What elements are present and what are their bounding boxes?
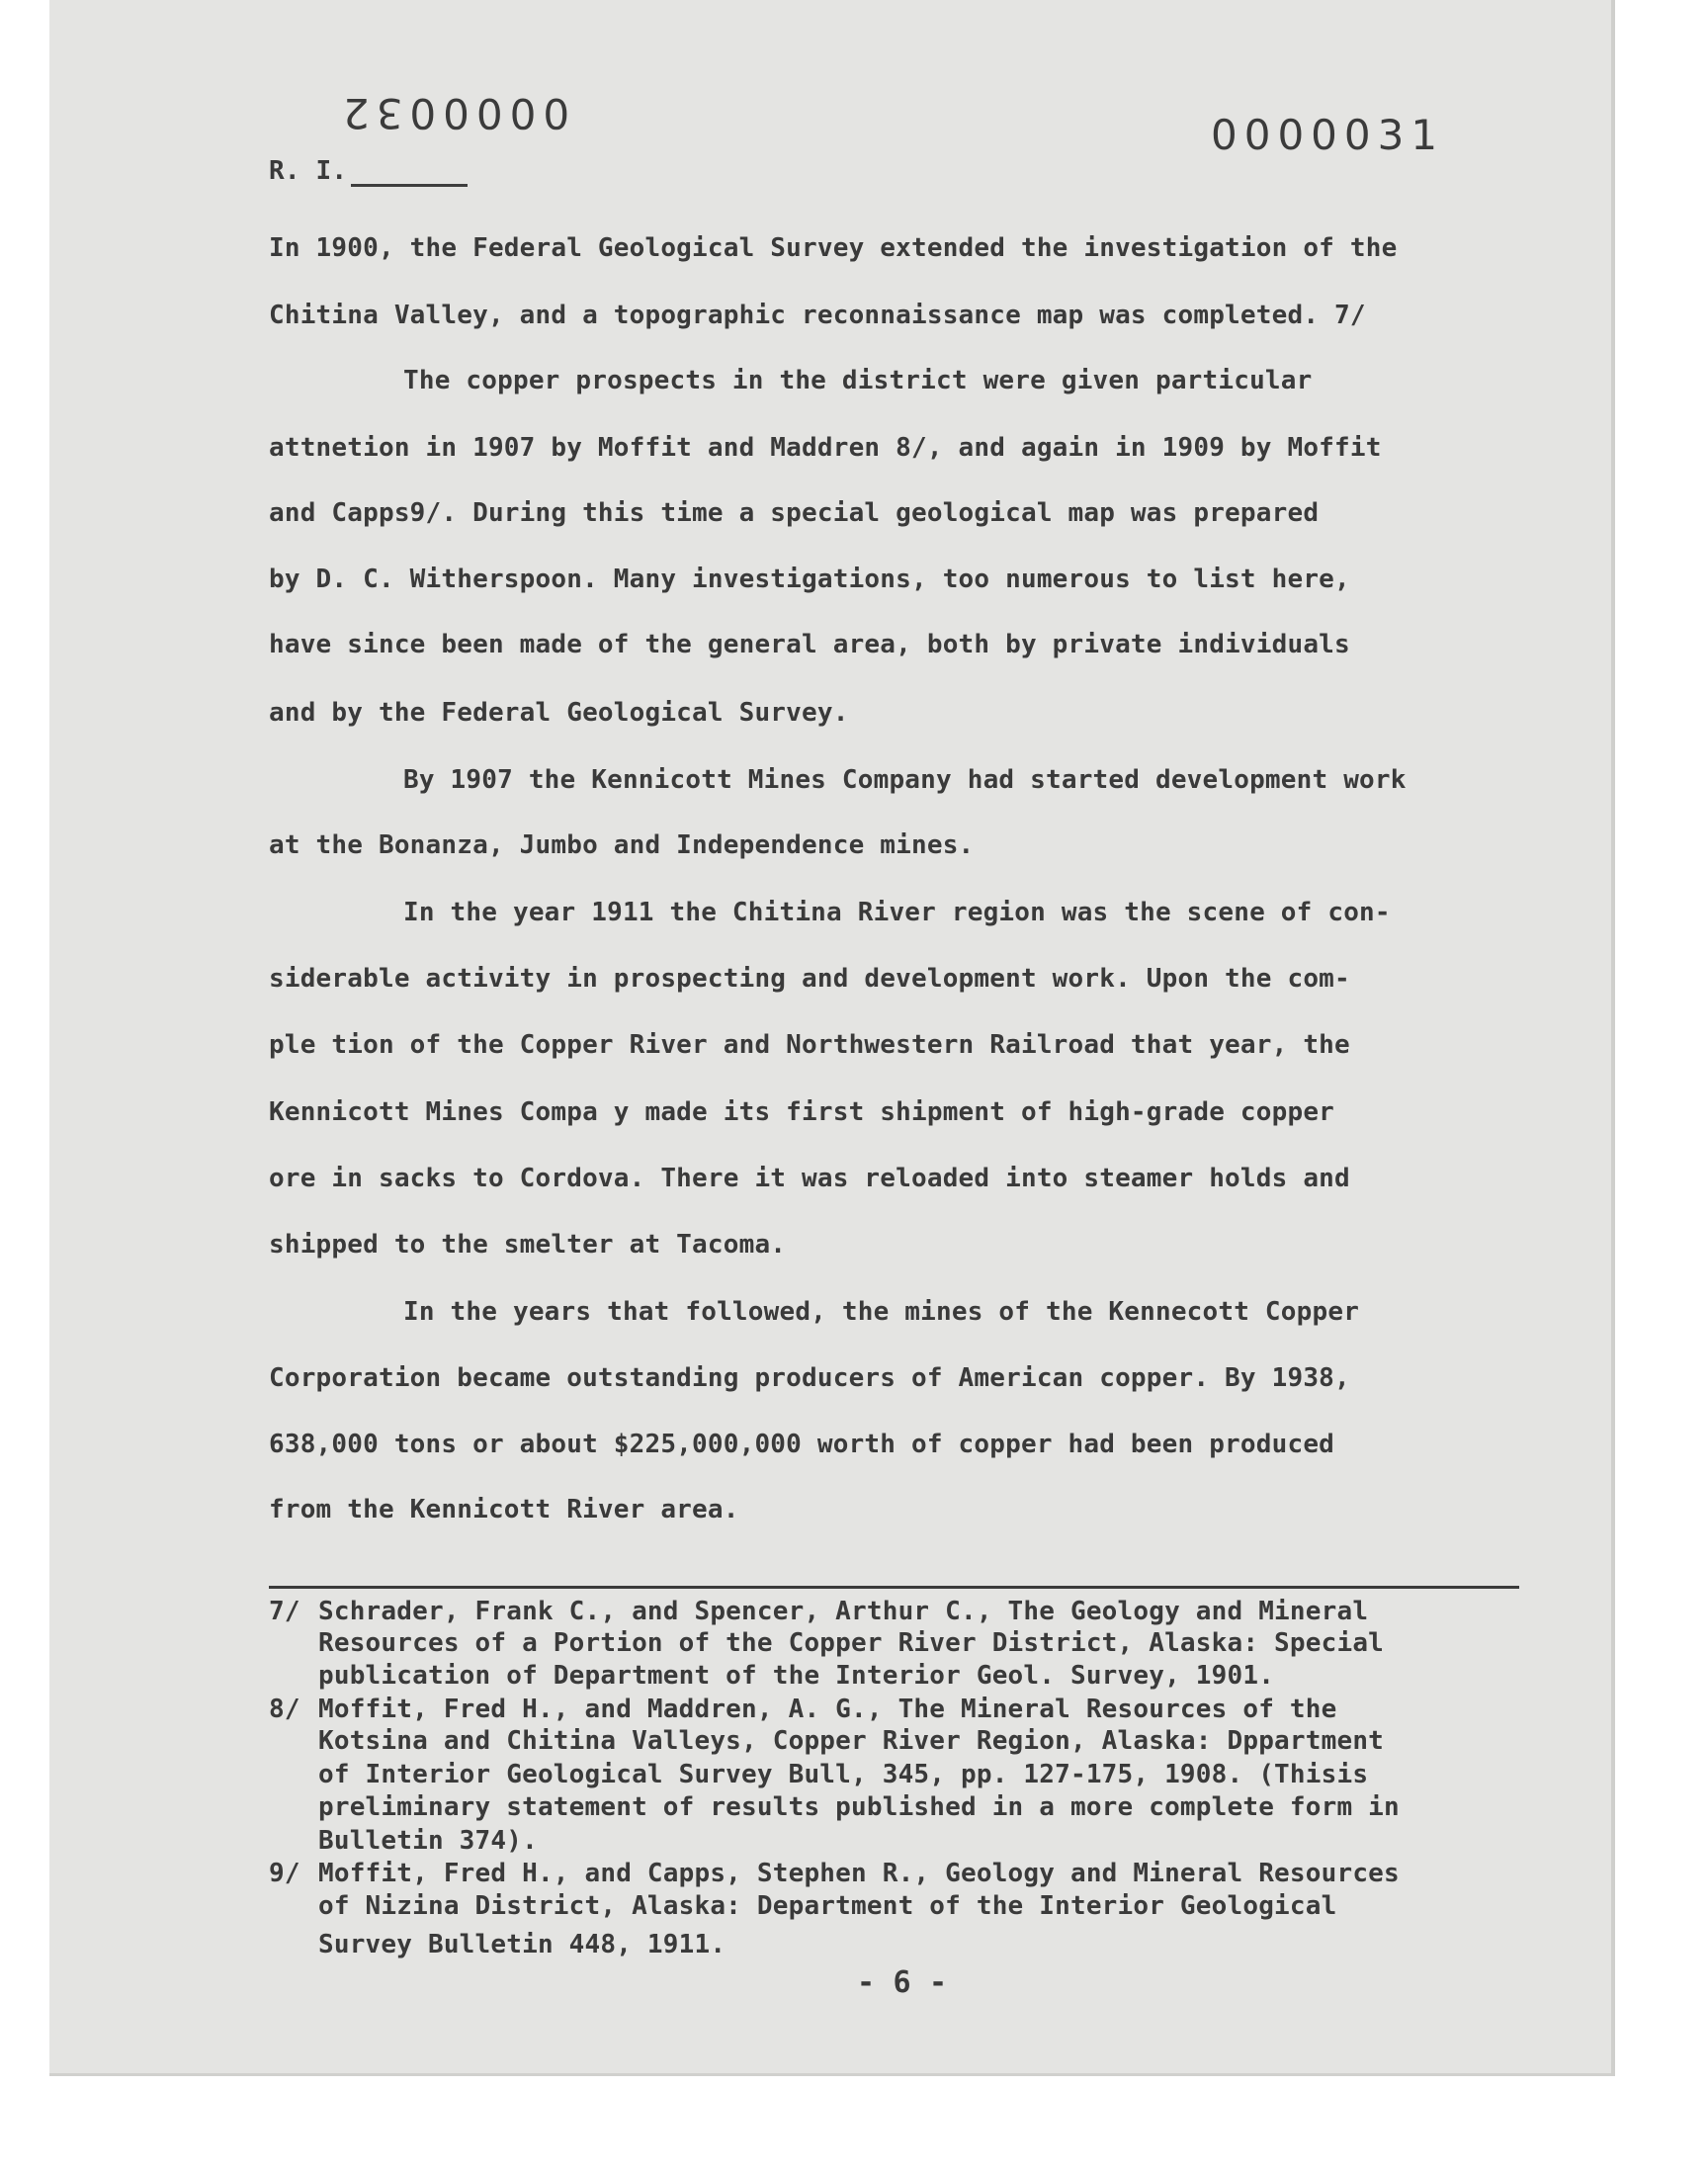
- footnote-line: Survey Bulletin 448, 1911.: [318, 1930, 726, 1959]
- body-line: from the Kennicott River area.: [269, 1495, 739, 1524]
- body-line: In the year 1911 the Chitina River region was the scene of con-: [403, 898, 1391, 927]
- footnote-line: of Nizina District, Alaska: Department of the Interior Geological: [318, 1891, 1337, 1921]
- body-line: 638,000 tons or about $225,000,000 worth of copper had been produced: [269, 1430, 1335, 1459]
- stamp-number-left: 0000032: [336, 89, 570, 137]
- body-line: by D. C. Witherspoon. Many investigations, too numerous to list here,: [269, 565, 1350, 594]
- body-line: Corporation became outstanding producers of American copper. By 1938,: [269, 1363, 1350, 1393]
- footnote-8: [269, 1695, 1336, 1724]
- footnote-line: Kotsina and Chitina Valleys, Copper River Region, Alaska: Dppartment: [318, 1726, 1385, 1756]
- footnote-line: publication of Department of the Interior Geol. Survey, 1901.: [318, 1661, 1275, 1691]
- footnote-line: Moffit, Fred H., and Capps, Stephen R., Geology and Mineral Resources: [318, 1859, 1400, 1888]
- footnote-9: [269, 1859, 1400, 1888]
- page-number: - 6 -: [857, 1965, 948, 2000]
- body-line: ore in sacks to Cordova. There it was reloaded into steamer holds and: [269, 1164, 1350, 1193]
- ri-label: R. I.: [269, 156, 348, 186]
- body-line: siderable activity in prospecting and development work. Upon the com-: [269, 964, 1350, 994]
- body-line: In the years that followed, the mines of the Kennecott Copper: [403, 1297, 1360, 1327]
- body-line: and Capps9/. During this time a special geological map was prepared: [269, 498, 1320, 528]
- footnote-line: Schrader, Frank C., and Spencer, Arthur C., The Geology and Mineral: [318, 1597, 1369, 1626]
- body-line: attnetion in 1907 by Moffit and Maddren 8/, and again in 1909 by Moffit: [269, 433, 1382, 463]
- footnote-line: Moffit, Fred H., and Maddren, A. G., The Mineral Resources of the: [318, 1695, 1337, 1724]
- body-line: By 1907 the Kennicott Mines Company had started development work: [403, 765, 1407, 795]
- body-line: The copper prospects in the district were given particular: [403, 366, 1313, 395]
- footnote-line: Resources of a Portion of the Copper River District, Alaska: Special: [318, 1628, 1385, 1658]
- footnote-7: [269, 1597, 1368, 1626]
- body-line: ple tion of the Copper River and Northwestern Railroad that year, the: [269, 1030, 1350, 1060]
- footnote-line: Bulletin 374).: [318, 1826, 538, 1856]
- body-line: Chitina Valley, and a topographic reconnaissance map was completed. 7/: [269, 301, 1366, 330]
- footnote-line: preliminary statement of results published in a more complete form in: [318, 1792, 1400, 1822]
- body-line: Kennicott Mines Compa y made its first shipment of high-grade copper: [269, 1097, 1335, 1127]
- footnote-number: 7/: [269, 1597, 300, 1626]
- footnote-number: 9/: [269, 1859, 300, 1888]
- body-line: have since been made of the general area, both by private individuals: [269, 630, 1350, 659]
- ri-blank-line: [351, 184, 468, 187]
- body-line: shipped to the smelter at Tacoma.: [269, 1230, 787, 1260]
- footnote-line: of Interior Geological Survey Bull, 345, pp. 127-175, 1908. (Thisis: [318, 1760, 1369, 1789]
- body-line: In 1900, the Federal Geological Survey extended the investigation of the: [269, 233, 1398, 263]
- body-line: and by the Federal Geological Survey.: [269, 698, 849, 728]
- document-page: [49, 0, 1615, 2076]
- body-line: at the Bonanza, Jumbo and Independence mines.: [269, 830, 975, 860]
- stamp-number-right: 0000031: [1211, 111, 1445, 159]
- footnote-number: 8/: [269, 1695, 300, 1724]
- footnote-divider: [269, 1586, 1519, 1589]
